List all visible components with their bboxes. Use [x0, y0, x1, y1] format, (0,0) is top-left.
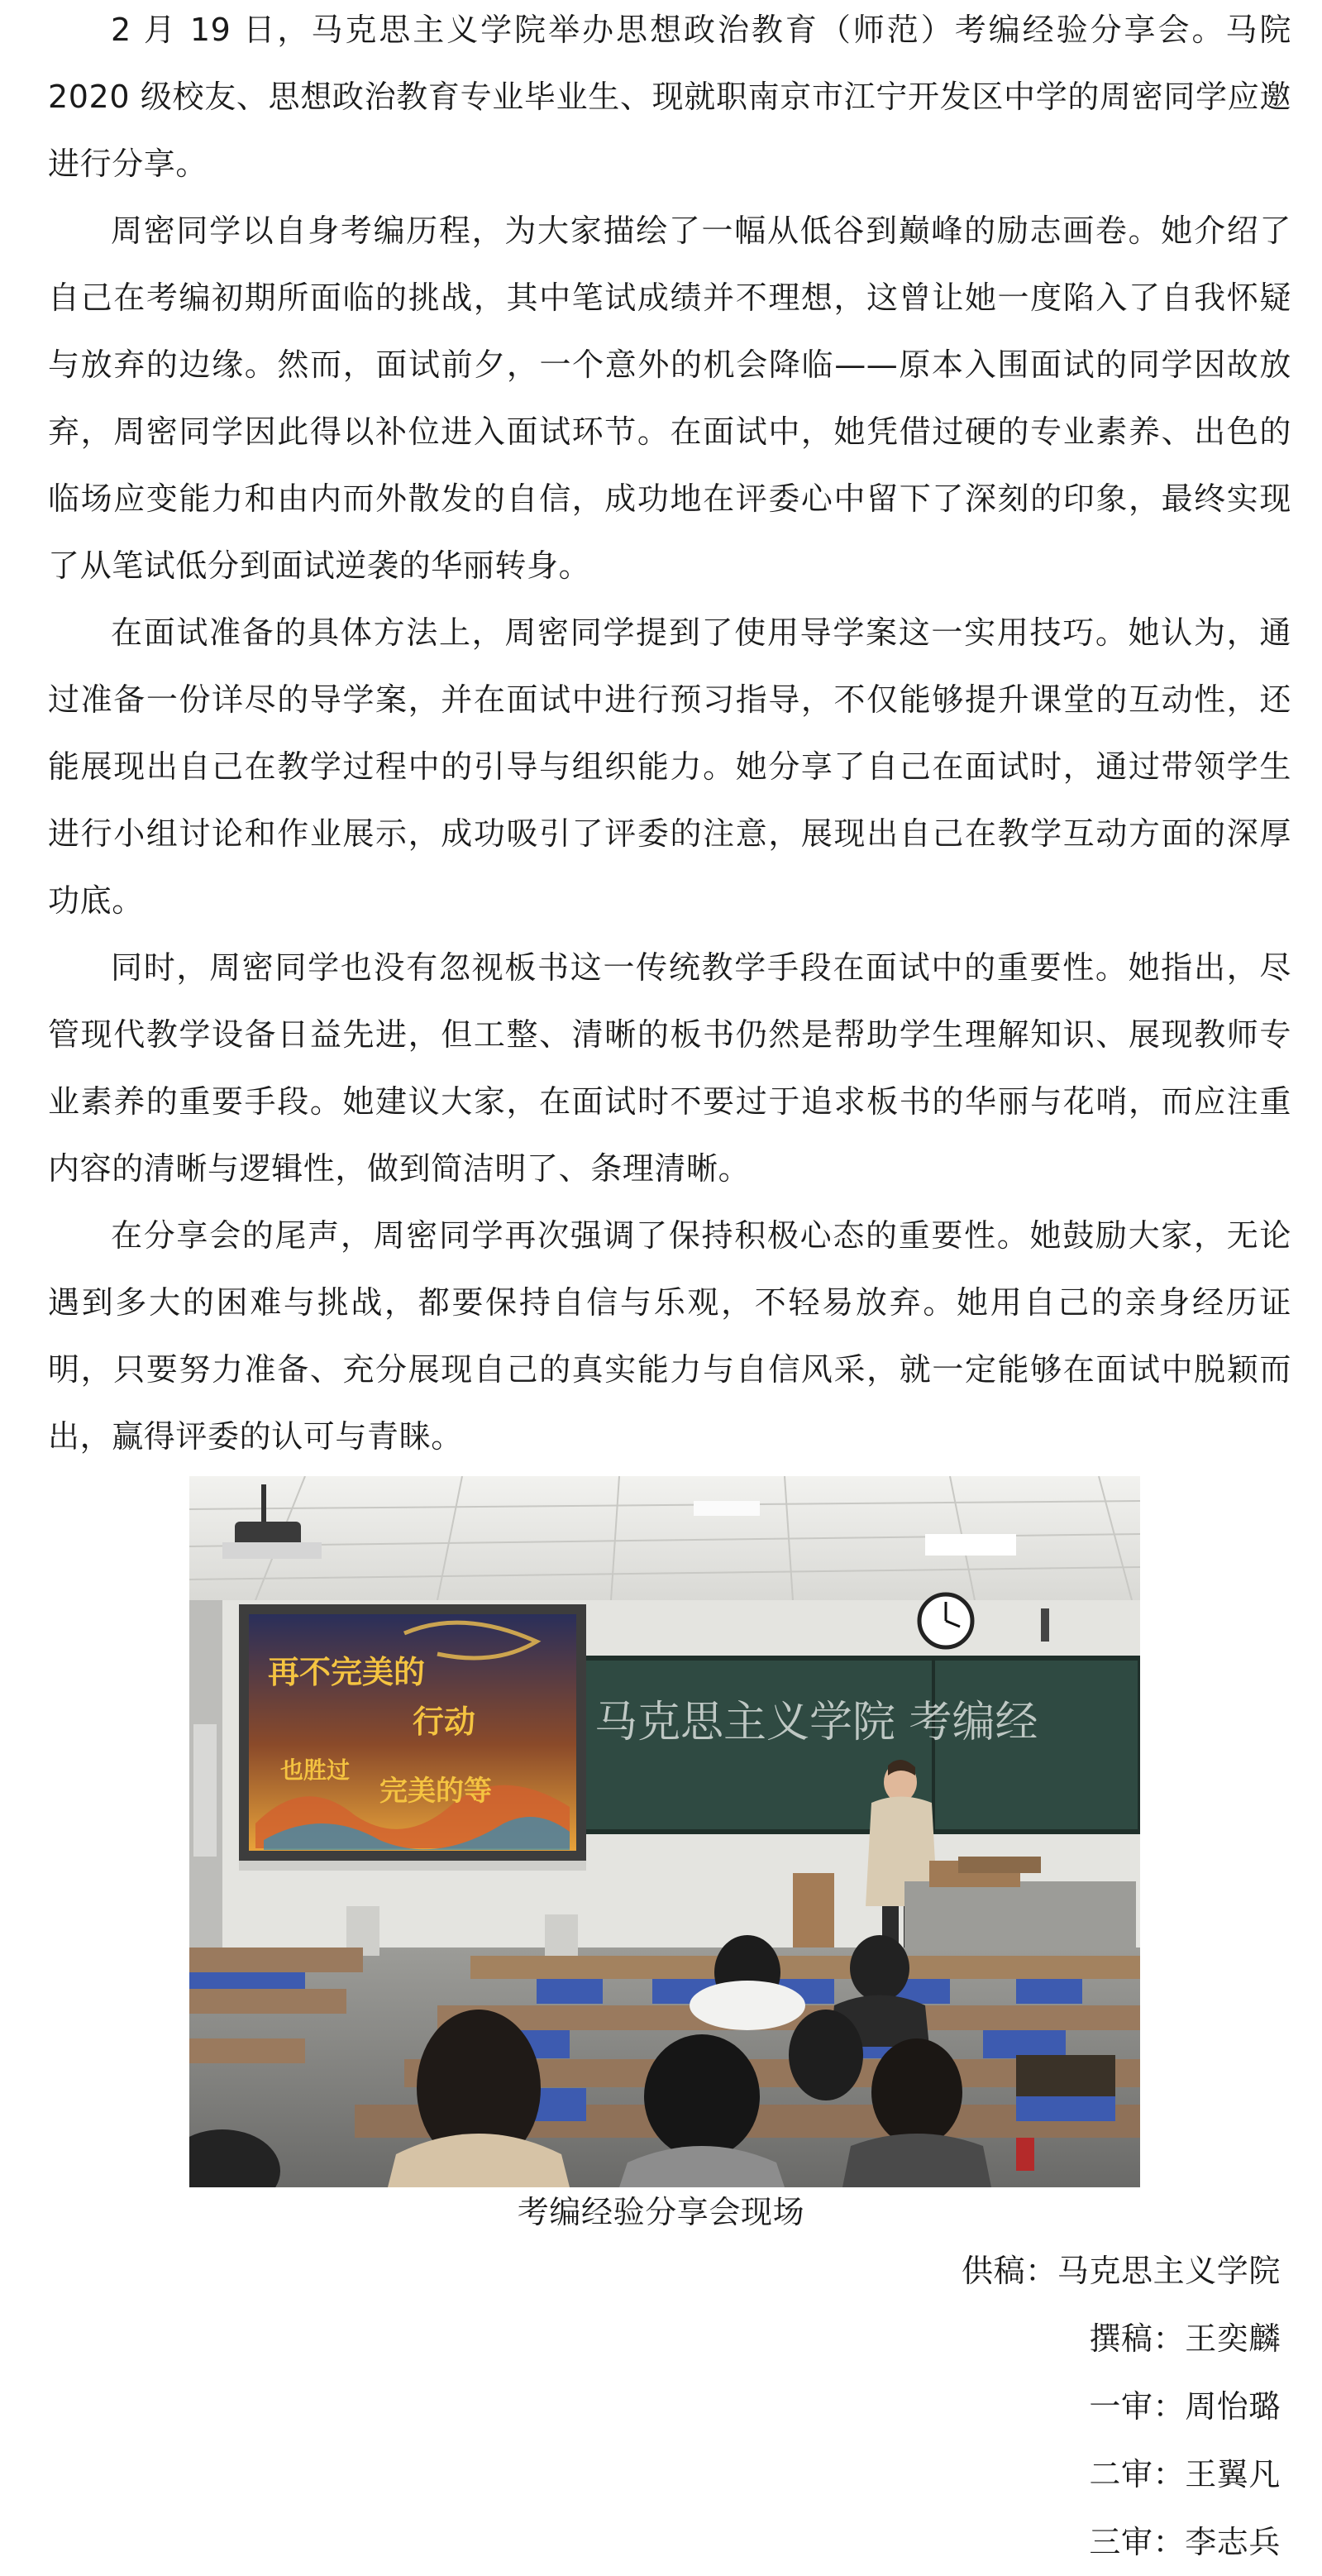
credit-author: 撰稿：王奕麟 [1089, 2320, 1281, 2357]
photo-caption: 考编经验分享会现场 [517, 2194, 805, 2230]
article-body [48, 0, 1291, 1470]
event-photo-illustration [189, 1476, 1140, 2187]
slide-text-line3: 也胜过 [280, 1756, 351, 1784]
wall-fixture [1041, 1608, 1049, 1642]
credit-third-review: 三审：李志兵 [1089, 2524, 1281, 2560]
article-paragraph: 2 月 19 日，马克思主义学院举办思想政治教育（师范）考编经验分享会。马院 2020 级校友、思想政治教育专业毕业生、现就职南京市江宁开发区中学的周密同学应邀进行分享。 [48, 12, 1291, 182]
ceiling-light [694, 1501, 760, 1516]
credit-first-review: 一审：周怡璐 [1089, 2388, 1281, 2425]
wall-vent [545, 1914, 578, 1956]
article-paragraph: 在分享会的尾声，周密同学再次强调了保持积极心态的重要性。她鼓励大家，无论遇到多大的困难与挑战，都要保持自信与乐观，不轻易放弃。她用自己的亲身经历证明，只要努力准备、充分展现自己的真实能力与自信风采，就一定能够在面试中脱颖而出，赢得评委的认可与青睐。 [48, 1217, 1291, 1455]
article-paragraph: 在面试准备的具体方法上，周密同学提到了使用导学案这一实用技巧。她认为，通过准备一份详尽的导学案，并在面试中进行预习指导，不仅能够提升课堂的互动性，还能展现出自己在教学过程中的引导与组织能力。她分享了自己在面试时，通过带领学生进行小组讨论和作业展示，成功吸引了评委的注意，展现出自己在教学互动方面的深厚功底。 [48, 614, 1291, 919]
article-paragraph: 周密同学以自身考编历程，为大家描绘了一幅从低谷到巅峰的励志画卷。她介绍了自己在考编初期所面临的挑战，其中笔试成绩并不理想，这曾让她一度陷入了自我怀疑与放弃的边缘。然而，面试前夕，一个意外的机会降临——原本入围面试的同学因故放弃，周密同学因此得以补位进入面试环节。在面试中，她凭借过硬的专业素养、出色的临场应变能力和由内而外散发的自信，成功地在评委心中留下了深刻的印象，最终实现了从笔试低分到面试逆袭的华丽转身。 [48, 213, 1291, 584]
slide-text-line1: 再不完美的 [268, 1653, 426, 1690]
event-photo [189, 1476, 1140, 2187]
slide-text-line2: 行动 [413, 1703, 476, 1740]
wall-clock [919, 1594, 972, 1647]
article-paragraph: 同时，周密同学也没有忽视板书这一传统教学手段在面试中的重要性。她指出，尽管现代教学设备日益先进，但工整、清晰的板书仍然是帮助学生理解知识、展现教师专业素养的重要手段。她建议大家，在面试时不要过于追求板书的华丽与花哨，而应注重内容的清晰与逻辑性，做到简洁明了、条理清晰。 [48, 949, 1291, 1187]
blackboard-text: 马克思主义学院 考编经 [594, 1698, 1038, 1747]
article-credits [962, 2237, 1281, 2576]
wall-ac-unit [193, 1724, 217, 1857]
slide-text-line4: 完美的等 [379, 1775, 492, 1808]
credit-source: 供稿：马克思主义学院 [961, 2253, 1281, 2289]
screen-bottom-bar [239, 1861, 586, 1871]
credit-second-review: 二审：王翼凡 [1089, 2456, 1281, 2492]
ceiling-light [925, 1534, 1016, 1556]
